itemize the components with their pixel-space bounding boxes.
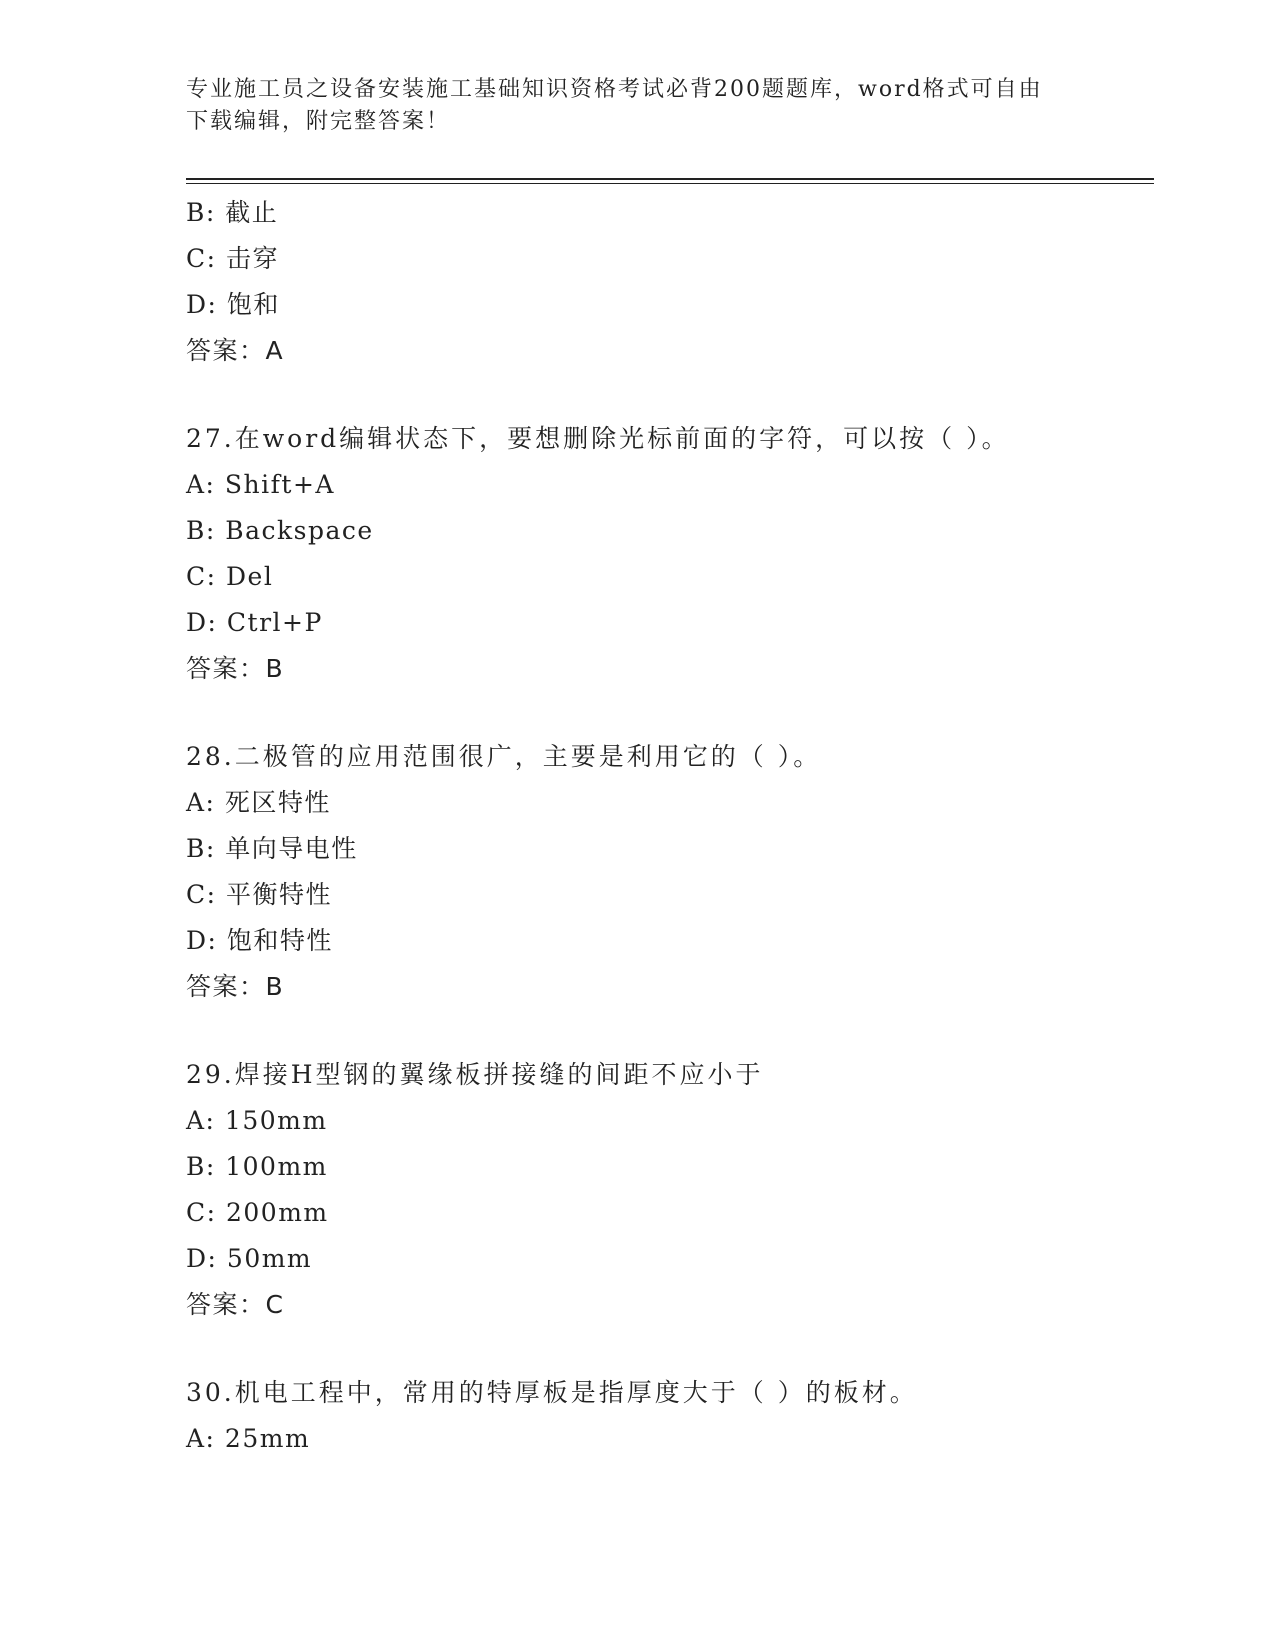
question-27 xyxy=(186,416,1146,692)
option-b: B: 截止 xyxy=(186,198,279,227)
question-text: 30.机电工程中，常用的特厚板是指厚度大于（ ）的板材。 xyxy=(186,1378,918,1407)
option-d: D: 饱和 xyxy=(186,290,280,319)
question-text: 29.焊接H型钢的翼缘板拼接缝的间距不应小于 xyxy=(186,1060,764,1089)
question-26 xyxy=(186,190,1146,374)
question-text: 28.二极管的应用范围很广，主要是利用它的（ ）。 xyxy=(186,742,822,771)
answer: 答案：A xyxy=(186,336,285,365)
option-c: C: 200mm xyxy=(186,1198,329,1227)
answer: 答案：B xyxy=(186,654,285,683)
question-30 xyxy=(186,1370,1146,1462)
spacer xyxy=(186,374,1146,416)
spacer xyxy=(186,692,1146,734)
question-29 xyxy=(186,1052,1146,1328)
option-b: B: 100mm xyxy=(186,1152,328,1181)
answer: 答案：B xyxy=(186,972,285,1001)
header-title-line-2: 下载编辑，附完整答案！ xyxy=(186,109,451,134)
option-c: C: Del xyxy=(186,562,274,591)
option-d: D: Ctrl+P xyxy=(186,608,323,637)
option-b: B: 单向导电性 xyxy=(186,834,358,863)
option-b: B: Backspace xyxy=(186,516,374,545)
option-a: A: 死区特性 xyxy=(186,788,331,817)
header-title-line-1: 专业施工员之设备安装施工基础知识资格考试必背200题题库，word格式可自由 xyxy=(186,77,1043,102)
spacer xyxy=(186,1328,1146,1370)
question-list xyxy=(186,190,1146,1462)
option-a: A: 150mm xyxy=(186,1106,328,1135)
option-d: D: 50mm xyxy=(186,1244,313,1273)
option-a: A: 25mm xyxy=(186,1424,311,1453)
question-28 xyxy=(186,734,1146,1010)
option-c: C: 击穿 xyxy=(186,244,279,273)
option-a: A: Shift+A xyxy=(186,470,335,499)
spacer xyxy=(186,1010,1146,1052)
header-divider-thick xyxy=(186,178,1154,180)
header-divider-thin xyxy=(186,183,1154,184)
option-c: C: 平衡特性 xyxy=(186,880,332,909)
answer: 答案：C xyxy=(186,1290,285,1319)
document-header xyxy=(186,74,1086,138)
question-text: 27.在word编辑状态下，要想删除光标前面的字符，可以按（ ）。 xyxy=(186,424,1010,453)
option-d: D: 饱和特性 xyxy=(186,926,333,955)
